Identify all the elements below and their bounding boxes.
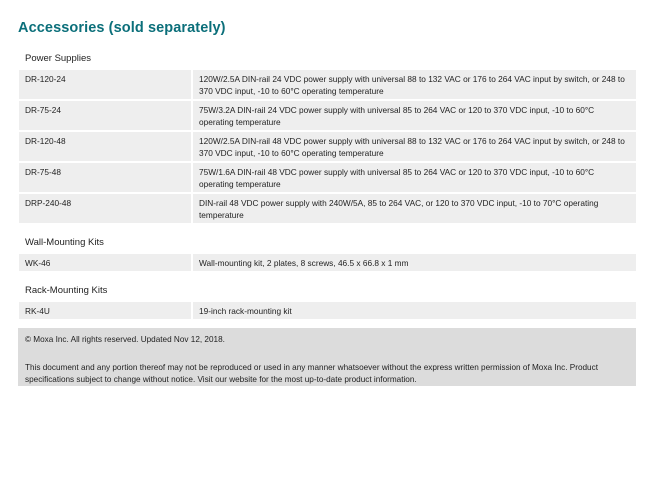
model-cell: DRP-240-48 bbox=[19, 194, 191, 223]
table-row bbox=[19, 101, 636, 130]
model-cell: DR-120-24 bbox=[19, 70, 191, 99]
disclaimer-text: This document and any portion thereof may not be reproduced or used in any manner whatsoever without the express written permission of Moxa Inc. Product specifications subject to change without notice. Visit our website for the most up-to-date product information. bbox=[25, 363, 598, 384]
description-cell: 120W/2.5A DIN-rail 24 VDC power supply with universal 88 to 132 VAC or 176 to 264 VAC input by switch, or 248 to 370 VDC input, -10 to 60°C operating temperature bbox=[193, 70, 636, 99]
table-row bbox=[19, 254, 636, 271]
table-row bbox=[19, 70, 636, 99]
model-cell: RK-4U bbox=[19, 302, 191, 319]
page-title: Accessories (sold separately) bbox=[18, 20, 226, 36]
copyright-text: © Moxa Inc. All rights reserved. Updated Nov 12, 2018. bbox=[25, 335, 225, 344]
description-cell: 75W/1.6A DIN-rail 48 VDC power supply with universal 85 to 264 VAC or 120 to 370 VDC input, -10 to 60°C operating temperature bbox=[193, 163, 636, 192]
model-cell: DR-75-24 bbox=[19, 101, 191, 130]
model-cell: WK-46 bbox=[19, 254, 191, 271]
table-row bbox=[19, 132, 636, 161]
description-cell: DIN-rail 48 VDC power supply with 240W/5A, 85 to 264 VAC, or 120 to 370 VDC input, -10 to 70°C operating temperature bbox=[193, 194, 636, 223]
section-heading-power-supplies: Power Supplies bbox=[25, 53, 92, 64]
section-heading-wall-mounting-kits: Wall-Mounting Kits bbox=[25, 237, 104, 248]
table-row bbox=[19, 302, 636, 319]
model-cell: DR-120-48 bbox=[19, 132, 191, 161]
description-cell: 19-inch rack-mounting kit bbox=[193, 302, 636, 319]
table-row bbox=[19, 163, 636, 192]
footer-notice bbox=[18, 328, 636, 386]
description-cell: Wall-mounting kit, 2 plates, 8 screws, 46.5 x 66.8 x 1 mm bbox=[193, 254, 636, 271]
section-heading-rack-mounting-kits: Rack-Mounting Kits bbox=[25, 285, 108, 296]
model-cell: DR-75-48 bbox=[19, 163, 191, 192]
description-cell: 120W/2.5A DIN-rail 48 VDC power supply with universal 88 to 132 VAC or 176 to 264 VAC input by switch, or 248 to 370 VDC input, -10 to 60°C operating temperature bbox=[193, 132, 636, 161]
description-cell: 75W/3.2A DIN-rail 24 VDC power supply with universal 85 to 264 VAC or 120 to 370 VDC input, -10 to 60°C operating temperature bbox=[193, 101, 636, 130]
table-row bbox=[19, 194, 636, 223]
